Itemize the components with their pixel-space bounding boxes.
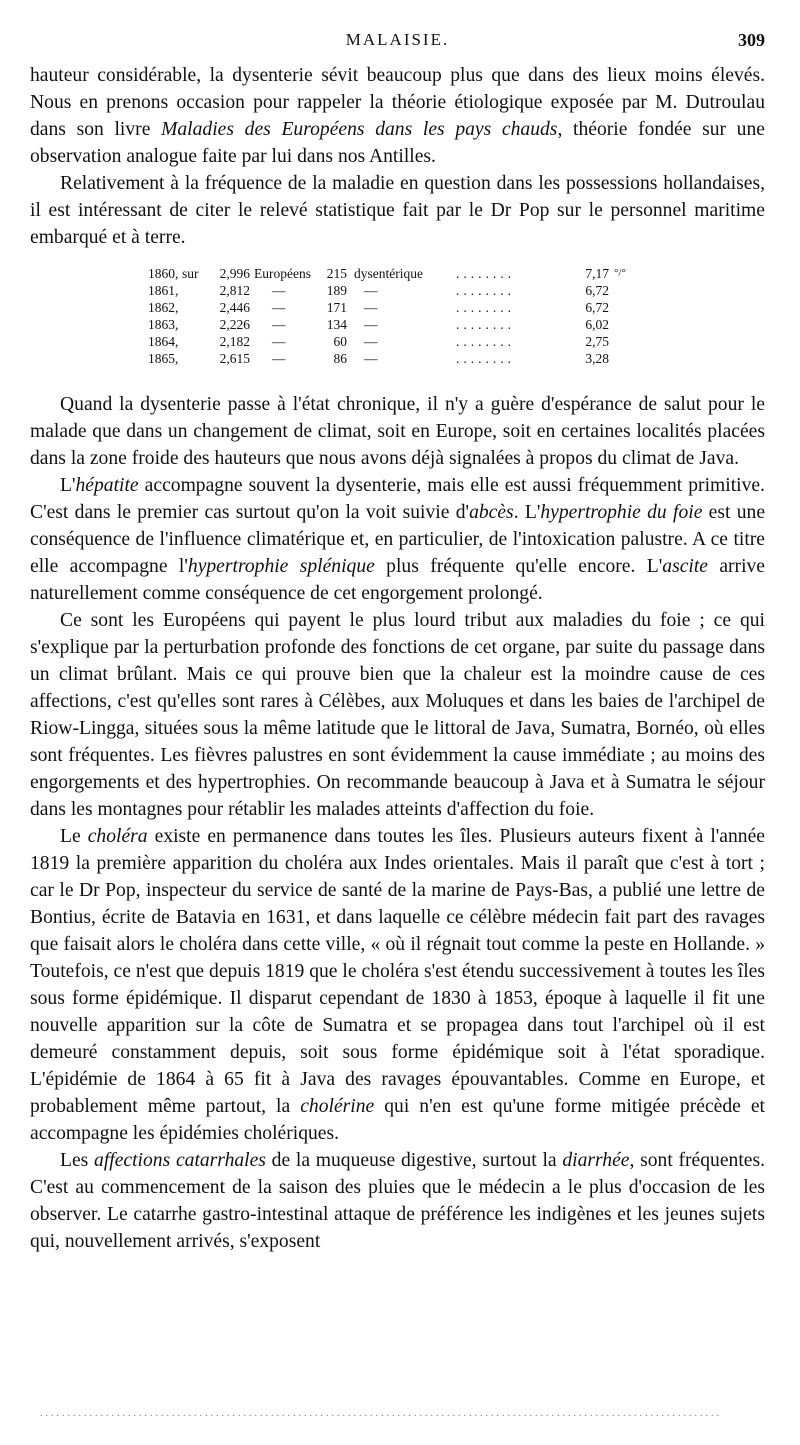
table-leader-dots: ........ [456,334,515,349]
paragraph-catarrhales: Les affections catarrhales de la muqueuse digestive, surtout la diarrhée, sont fréquentes. C'est au commencement de la saison des pluies que le médecin a le plus d'occasion de les observer. Le catarrhe gastro-intestinal attaque de préférence les indigènes et les jeunes sujets qui, nouvellement arrivés, s'exposent [30,1150,765,1252]
paragraph-cholera: Le choléra existe en permanence dans toutes les îles. Plusieurs auteurs fixent à l'année 1819 la première apparition du choléra aux Indes orientales. Mais il paraît que c'est à tort ; car le Dr Pop, inspecteur du service de santé de la marine de Pays-Bas, a publié une lettre de Bontius, écrite de Batavia en 1631, et dans laquelle ce célèbre médecin fait part des ravages que faisait alors le choléra dans cette ville, « où il régnait tout comme la peste en Hollande. » Toutefois, ce n'est que depuis 1819 que le choléra s'est étendu successivement à toutes les îles sous forme épidémique. Il disparut cependant de 1830 à 1853, époque à laquelle il fit une nouvelle apparition sur la côte de Sumatra et se propagea dans tout l'archipel où il est demeuré constamment depuis, soit sous forme épidémique soit à l'état sporadique. L'épidémie de 1864 à 65 fit à Java des ravages épouvantables. Comme en Europe, et probablement même partout, la cholérine qui n'en est qu'une forme mitigée précède et accompagne les épidémies cholériques. [30,826,765,1144]
table-rate: 6,02 [585,317,609,332]
table-rate: 2,75 [585,334,609,349]
table-year: 1864, [148,334,179,349]
table-leader-dots: ........ [456,300,515,315]
table-europeens-label: — [272,334,286,349]
book-title: Maladies des Européens dans les pays chauds [161,119,558,140]
table-dysenterique-label: — [364,283,378,298]
table-year: 1861, [148,283,179,298]
table-europeens-label: — [272,317,286,332]
table-rate: 6,72 [585,283,609,298]
table-leader-dots: ........ [456,283,515,298]
footer-dotted-line: ............................................................................................................................ [40,1408,722,1419]
table-row [148,282,653,299]
table-rate: 6,72 [585,300,609,315]
table-dysenterique-label: — [364,334,378,349]
table-cases: 86 [333,351,347,366]
table-row [148,350,653,367]
running-title: MALAISIE. [345,30,450,49]
paragraph-europeens-foie: Ce sont les Européens qui payent le plus lourd tribut aux maladies du foie ; ce qui s'explique par la perturbation profonde des fonctions de cet organe, par suite du passage dans un climat brûlant. Mais ce qui prouve bien que la chaleur est la moindre cause de ces affections, c'est qu'elles sont rares à Célèbes, aux Moluques et dans les baies de l'archipel de Riow-Lingga, situées sous la même latitude que le littoral de Java, Sumatra, Bornéo, où elles sont fréquentes. Les fièvres palustres en sont évidemment la cause immédiate ; au moins des engorgements et des hypertrophies. On recommande beaucoup à Java et à Sumatra le séjour dans les montagnes pour rétablir les malades atteints d'affection du foie. [30,610,765,820]
table-cases: 215 [326,266,347,281]
table-row [148,316,653,333]
table-total: 2,812 [219,283,250,298]
table-leader-dots: ........ [456,351,515,366]
table-year: 1860, [148,266,179,281]
table-dysenterique-label: — [364,351,378,366]
paragraph-statistique: Relativement à la fréquence de la maladie en question dans les possessions hollandaises, il est intéressant de citer le relevé statistique fait par le Dr Pop sur le personnel maritime embarqué et à terre. [30,173,765,248]
table-total: 2,446 [219,300,250,315]
table-row [148,333,653,350]
page-header [30,30,765,56]
table-row [148,265,653,282]
table-europeens-label: — [272,283,286,298]
table-rate: 7,17 [585,266,609,281]
table-cases: 171 [326,300,347,315]
page-number: 309 [738,30,765,50]
table-europeens-label: — [272,300,286,315]
page-body [30,62,765,1255]
table-total: 2,226 [219,317,250,332]
table-dysenterique-label: — [364,317,378,332]
table-total: 2,182 [219,334,250,349]
table-total: 2,615 [219,351,250,366]
table-europeens-label: — [272,351,286,366]
paragraph-hepatite: L'hépatite accompagne souvent la dysenterie, mais elle est aussi fréquemment primitive. C'est dans le premier cas surtout qu'on la voit suivie d'abcès. L'hypertrophie du foie est une conséquence de l'influence climatérique et, en particulier, de l'intoxication palustre. A ce titre elle accompagne l'hypertrophie splénique plus fréquente qu'elle encore. L'ascite arrive naturellement comme conséquence de cet engorgement prolongé. [30,475,766,604]
table-sur-label: sur [182,266,199,281]
paragraph-dysenterie-hauteur: hauteur considérable, la dysenterie sévit beaucoup plus que dans des lieux moins élevés. Nous en prenons occasion pour rappeler la théorie étiologique exposée par M. Dutroulau dans son livre Maladies des Européens dans les pays chauds, théorie fondée sur une observation analogue faite par lui dans nos Antilles. [30,65,765,167]
table-europeens-label: Européens [254,266,311,281]
table-dysenterique-label: — [364,300,378,315]
table-unit: °/° [614,267,626,279]
paragraph-chronique: Quand la dysenterie passe à l'état chronique, il n'y a guère d'espérance de salut pour le malade que dans un changement de climat, soit en Europe, soit en certaines localités placées dans la zone froide des hauteurs que nous avons déjà signalées à propos du climat de Java. [30,394,765,469]
table-cases: 134 [326,317,347,332]
table-rate: 3,28 [585,351,609,366]
table-year: 1862, [148,300,179,315]
table-leader-dots: ........ [456,317,515,332]
table-year: 1863, [148,317,179,332]
table-row [148,299,653,316]
table-total: 2,996 [219,266,250,281]
table-dysenterique-label: dysentérique [354,266,423,281]
table-cases: 60 [333,334,347,349]
table-cases: 189 [326,283,347,298]
statistics-table [148,265,653,367]
table-leader-dots: ........ [456,266,515,281]
table-year: 1865, [148,351,179,366]
